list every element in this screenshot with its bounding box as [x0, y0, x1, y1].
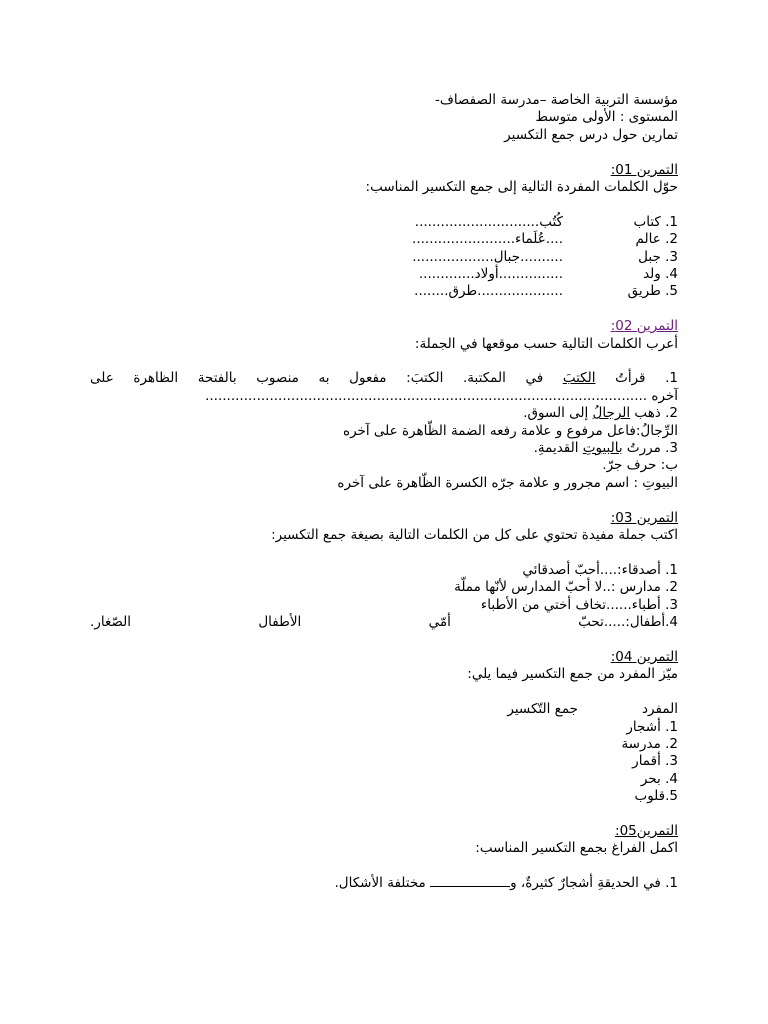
exercise-2-item-2: [90, 405, 678, 422]
item-part: الصّغار.: [90, 614, 132, 631]
school-name: مؤسسة التربية الخاصة –مدرسة الصفصاف-: [434, 92, 678, 108]
item-word: 5. طريق: [627, 283, 678, 300]
exercise-5-item-1: [90, 875, 678, 892]
exercise-4-columns: [90, 701, 678, 718]
exercise-2-item-3-answer: البيوتِ : اسم مجرور و علامة جرّه الكسرة الظّاهرة على آخره: [337, 474, 678, 491]
exercise-1-item: [90, 266, 678, 283]
exercise-2-item-1-continuation: آخره .......................................................................................................: [205, 387, 678, 404]
item-word: 4. ولد: [643, 266, 678, 283]
item-part: الأطفال: [258, 614, 302, 631]
exercise-3-item: 3. أطباء......تخاف أختي من الأطباء: [480, 596, 678, 613]
level-line: المستوى : الأولى متوسط: [535, 109, 678, 126]
item-part: 4.أطفال:.....تحبّ: [578, 614, 678, 631]
document-body: [90, 92, 678, 893]
exercise-2-item-2-answer: الرِّجالُ:فاعل مرفوع و علامة رفعه الضمة الظّاهرة على آخره: [343, 422, 678, 439]
exercise-3-item: 2. مدارس :..لا أحبّ المدارس لأنّها مملّة: [454, 579, 678, 596]
item-part: أمّي: [428, 614, 451, 631]
exercise-1-item: [90, 249, 678, 266]
exercise-2-item-3-note: ب: حرف جرّ.: [602, 457, 678, 474]
exercise-4-item: 5.قلوب: [634, 788, 678, 805]
exercise-1-item: [90, 214, 678, 231]
item-text: القديمةِ.: [533, 440, 583, 457]
column-plural: جمع التّكسير: [507, 701, 578, 718]
item-answer: ....................طرق........: [414, 283, 563, 300]
exercise-3-item: 1. أصدقاء:....أحبّ أصدقائي: [522, 561, 678, 578]
underlined-word: الكتبَ: [562, 370, 596, 387]
exercise-2-item-1: [90, 370, 678, 387]
exercise-5-instruction: اكمل الفراغ بجمع التكسير المناسب:: [475, 840, 678, 857]
exercise-4-title: التمرين 04:: [610, 648, 678, 665]
item-text: 3. مررتُ ب: [618, 440, 678, 457]
exercise-1-item: [90, 231, 678, 248]
exercise-2-instruction: أعرب الكلمات التالية حسب موقعها في الجملة:: [414, 335, 678, 352]
worksheet-title: تمارين حول درس جمع التكسير: [504, 126, 678, 143]
item-text: إلى السوق.: [523, 405, 593, 422]
item-text: في المكتبة. الكتبَ: مفعول به منصوب بالفتحة الظاهرة على: [90, 370, 563, 387]
column-singular: المفرد: [642, 701, 678, 718]
exercise-3-title: التمرين 03:: [610, 509, 678, 526]
item-answer: ...............أولاد.............: [418, 266, 563, 283]
item-text: 2. ذهب: [630, 405, 678, 422]
underlined-word: البيوتِ: [582, 440, 619, 457]
item-word: 1. كتاب: [633, 213, 678, 230]
item-text: 1. في الحديقةِ أشجارٌ كثيرةٌ، و: [510, 875, 678, 892]
exercise-1-title: التمرين 01:: [610, 161, 678, 178]
exercise-4-item: 1. أشجار: [626, 718, 678, 735]
exercise-2-item-3: [90, 440, 678, 457]
item-text: 1. قرأتُ: [595, 370, 678, 387]
blank-line: [430, 876, 510, 887]
exercise-3-instruction: اكتب جملة مفيدة تحتوي على كل من الكلمات التالية بصيغة جمع التكسير:: [271, 527, 678, 544]
exercise-4-instruction: ميّز المفرد من جمع التكسير فيما يلي:: [467, 666, 678, 683]
exercise-4-item: 2. مدرسة: [621, 735, 678, 752]
exercise-5-title: التمرين05:: [615, 822, 678, 839]
item-answer: ....عُلَماء........................: [412, 231, 563, 248]
exercise-3-item-4: [90, 614, 678, 631]
item-answer: كُتُب.............................: [414, 213, 563, 230]
exercise-1-instruction: حوّل الكلمات المفردة التالية إلى جمع التكسير المناسب:: [365, 179, 678, 196]
exercise-4-item: 4. بحر: [640, 770, 678, 787]
exercise-2-title: التمرين 02:: [610, 318, 678, 335]
item-text: مختلفة الأشكال.: [334, 875, 431, 892]
item-answer: ..........جبال...................: [412, 248, 563, 265]
underlined-word: الرجالُ: [592, 405, 631, 422]
item-word: 3. جبل: [638, 248, 678, 265]
exercise-4-item: 3. أقمار: [632, 753, 678, 770]
exercise-1-item: [90, 283, 678, 300]
item-word: 2. عالم: [635, 231, 678, 248]
